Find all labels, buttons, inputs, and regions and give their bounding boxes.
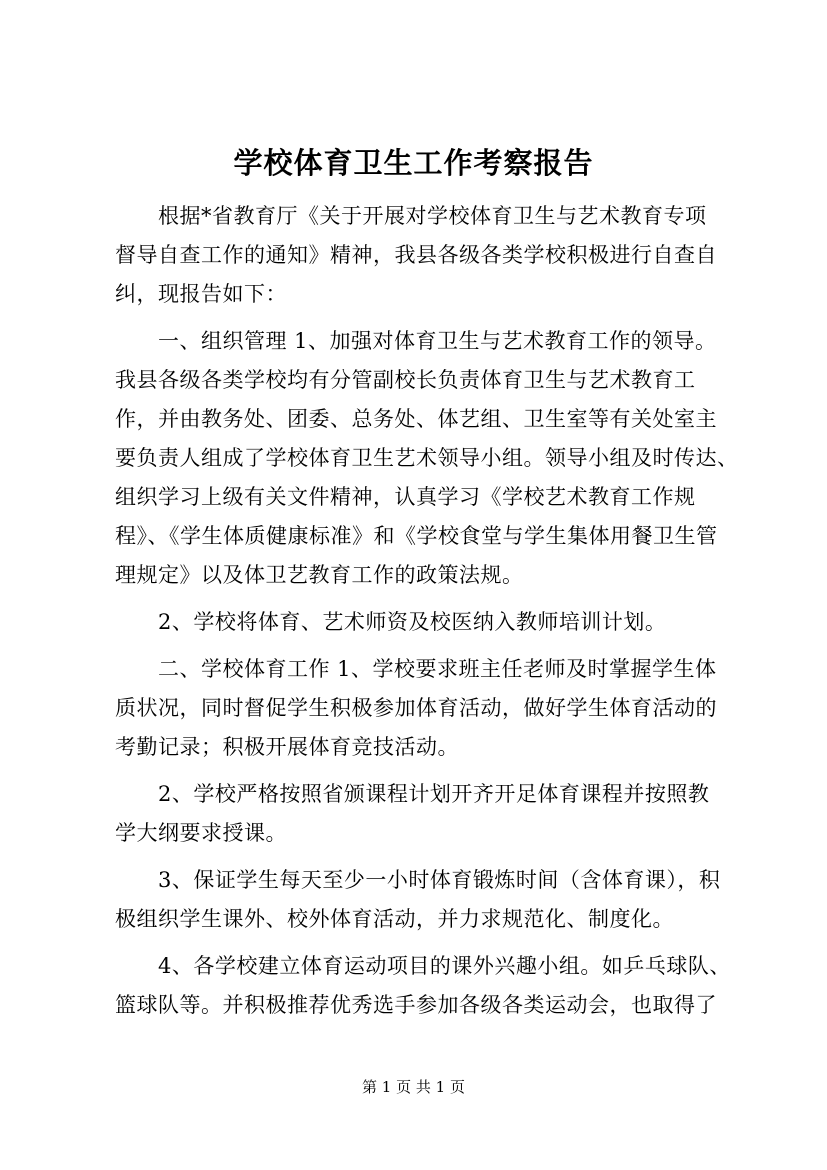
body-line: 我县各级各类学校均有分管副校长负责体育卫生与艺术教育工 xyxy=(115,368,696,392)
body-line: 组织学习上级有关文件精神，认真学习《学校艺术教育工作规 xyxy=(115,485,696,509)
page-number: 第 1 页 共 1 页 xyxy=(362,1078,465,1096)
body-line: 2、学校严格按照省颁课程计划开齐开足体育课程并按照教 xyxy=(115,782,710,806)
body-line: 督导自查工作的通知》精神，我县各级各类学校积极进行自查自 xyxy=(115,243,717,267)
body-line: 纠，现报告如下： xyxy=(115,282,287,306)
body-line: 要负责人组成了学校体育卫生艺术领导小组。领导小组及时传达、 xyxy=(115,446,739,470)
body-line: 3、保证学生每天至少一小时体育锻炼时间（含体育课），积 xyxy=(115,868,721,892)
body-line: 考勤记录；积极开展体育竞技活动。 xyxy=(115,735,459,759)
body-line: 作，并由教务处、团委、总务处、体艺组、卫生室等有关处室主 xyxy=(115,407,717,431)
body-line: 篮球队等。并积极推荐优秀选手参加各级各类运动会，也取得了 xyxy=(115,993,717,1017)
body-line: 程》、《学生体质健康标准》和《学校食堂与学生集体用餐卫生管 xyxy=(115,524,718,548)
body-line: 质状况，同时督促学生积极参加体育活动，做好学生体育活动的 xyxy=(115,696,717,720)
body-line: 一、组织管理 1、加强对体育卫生与艺术教育工作的领导。 xyxy=(115,329,717,353)
document-title: 学校体育卫生工作考察报告 xyxy=(233,146,594,180)
body-line: 极组织学生课外、校外体育活动，并力求规范化、制度化。 xyxy=(115,907,674,931)
body-line: 学大纲要求授课。 xyxy=(115,821,287,845)
body-line: 4、各学校建立体育运动项目的课外兴趣小组。如乒乓球队、 xyxy=(115,954,731,978)
body-line: 二、学校体育工作 1、学校要求班主任老师及时掌握学生体 xyxy=(115,657,717,681)
body-line: 2、学校将体育、艺术师资及校医纳入教师培训计划。 xyxy=(115,610,667,634)
body-line: 根据*省教育厅《关于开展对学校体育卫生与艺术教育专项 xyxy=(115,204,707,228)
body-line: 理规定》以及体卫艺教育工作的政策法规。 xyxy=(115,563,524,587)
